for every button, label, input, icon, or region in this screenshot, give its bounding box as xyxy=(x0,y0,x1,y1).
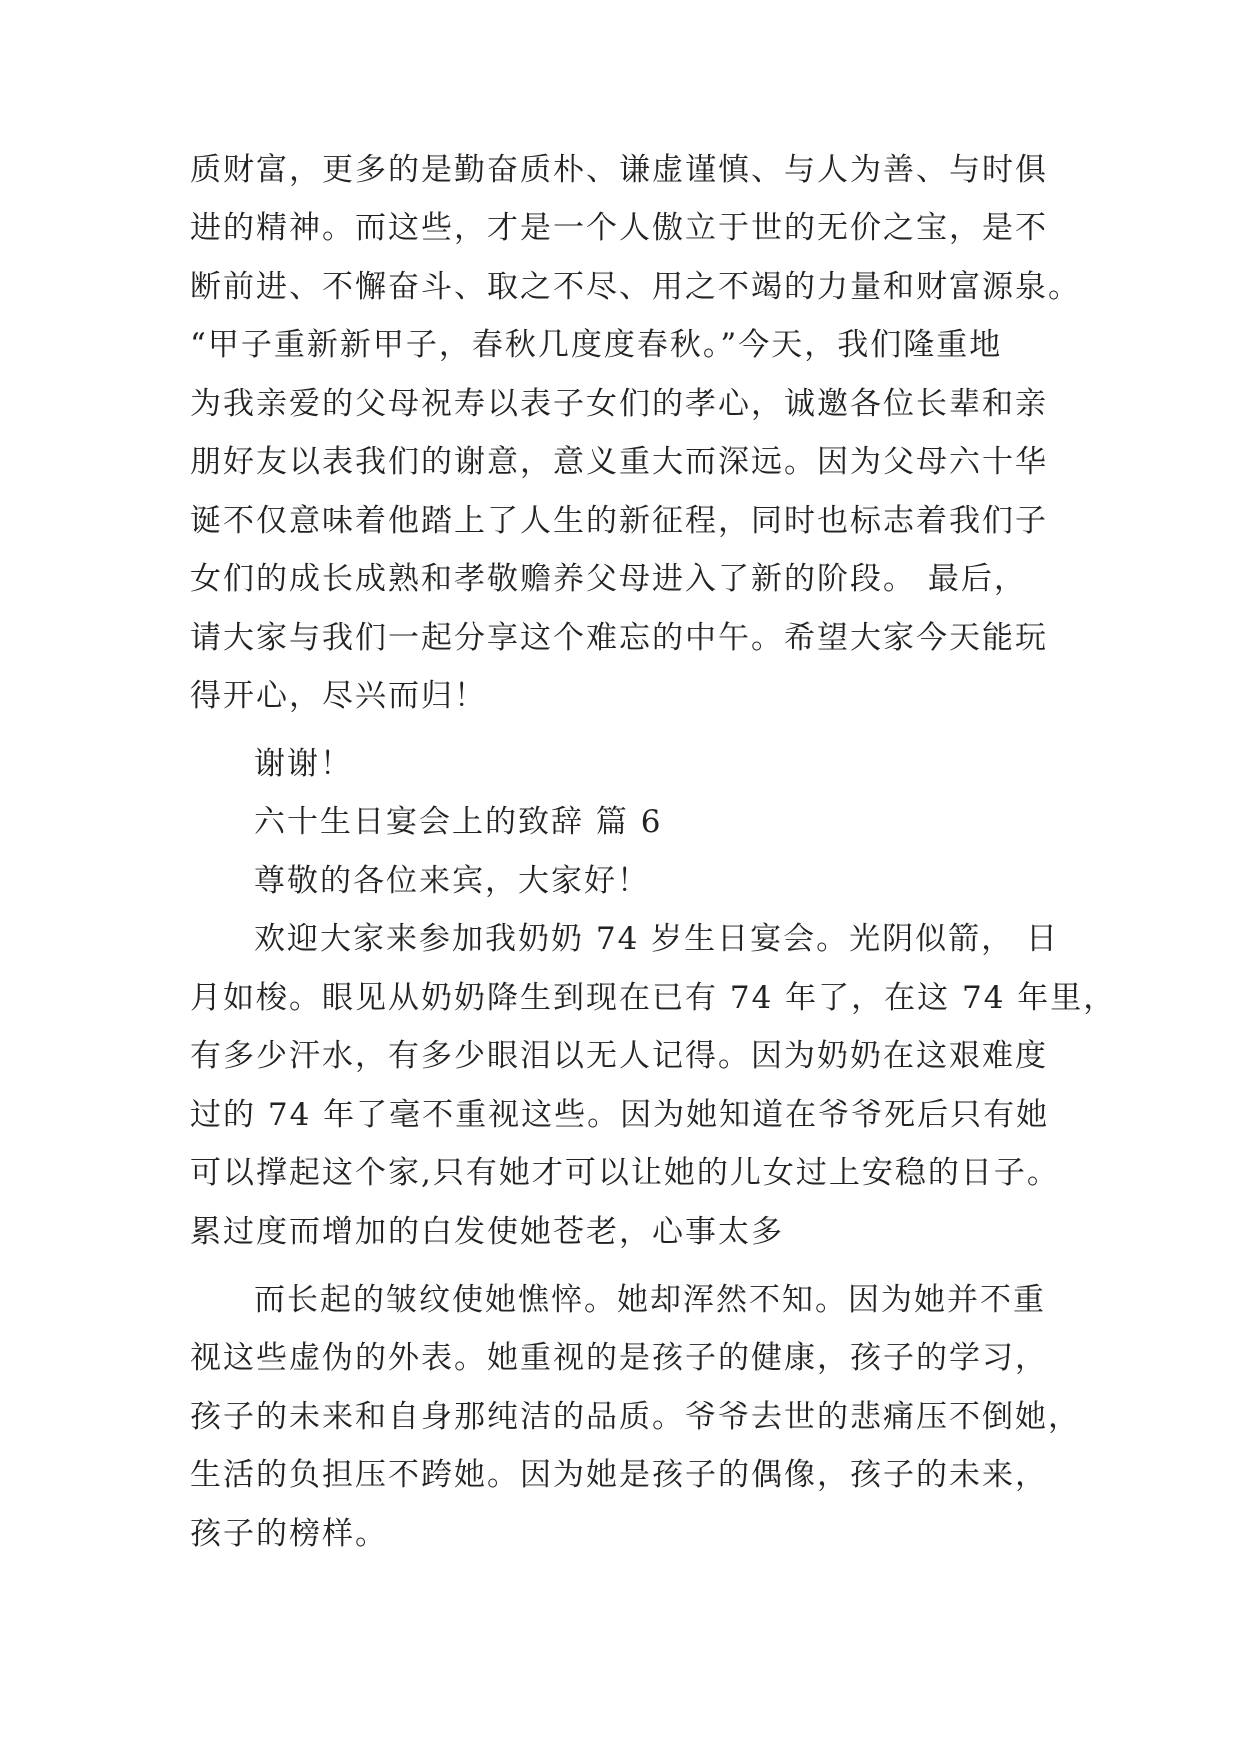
text-line: 为我亲爱的父母祝寿以表子女们的孝心，诚邀各位长辈和亲 xyxy=(190,386,1048,422)
text-line: 请大家与我们一起分享这个难忘的中午。希望大家今天能玩 xyxy=(190,620,1048,656)
text-line: 孩子的未来和自身那纯洁的品质。爷爷去世的悲痛压不倒她， xyxy=(190,1399,1081,1435)
text-line: 可以撑起这个家,只有她才可以让她的儿女过上安稳的日子。 xyxy=(190,1155,1060,1191)
text-line: 诞不仅意味着他踏上了人生的新征程，同时也标志着我们子 xyxy=(190,503,1048,539)
greeting-line: 尊敬的各位来宾，大家好！ xyxy=(254,863,650,899)
text-line: 朋好友以表我们的谢意，意义重大而深远。因为父母六十华 xyxy=(190,444,1048,480)
text-line: “甲子重新新甲子，春秋几度度春秋。”今天，我们隆重地 xyxy=(190,327,1003,363)
text-line: 质财富，更多的是勤奋质朴、谦虚谨慎、与人为善、与时俱 xyxy=(190,152,1048,188)
text-line: 得开心，尽兴而归！ xyxy=(190,678,487,714)
text-line: 断前进、不懈奋斗、取之不尽、用之不竭的力量和财富源泉。 xyxy=(190,269,1081,305)
text-line: 欢迎大家来参加我奶奶 74 岁生日宴会。光阴似箭， 日 xyxy=(254,921,1060,957)
text-line: 累过度而增加的白发使她苍老，心事太多 xyxy=(190,1214,784,1250)
text-line: 生活的负担压不跨她。因为她是孩子的偶像，孩子的未来， xyxy=(190,1457,1048,1493)
text-line: 视这些虚伪的外表。她重视的是孩子的健康，孩子的学习， xyxy=(190,1340,1048,1376)
text-line: 孩子的榜样。 xyxy=(190,1516,388,1552)
text-line: 而长起的皱纹使她憔悴。她却浑然不知。因为她并不重 xyxy=(254,1282,1046,1318)
text-line: 女们的成长成熟和孝敬赡养父母进入了新的阶段。 最后， xyxy=(190,561,1027,597)
text-line: 有多少汗水，有多少眼泪以无人记得。因为奶奶在这艰难度 xyxy=(190,1038,1048,1074)
text-line: 月如梭。眼见从奶奶降生到现在已有 74 年了，在这 74 年里， xyxy=(190,980,1117,1016)
text-line: 过的 74 年了毫不重视这些。因为她知道在爷爷死后只有她 xyxy=(190,1097,1050,1133)
text-line: 进的精神。而这些，才是一个人傲立于世的无价之宝，是不 xyxy=(190,210,1048,246)
section-heading: 六十生日宴会上的致辞 篇 6 xyxy=(254,804,663,840)
thanks-line: 谢谢！ xyxy=(254,746,353,782)
